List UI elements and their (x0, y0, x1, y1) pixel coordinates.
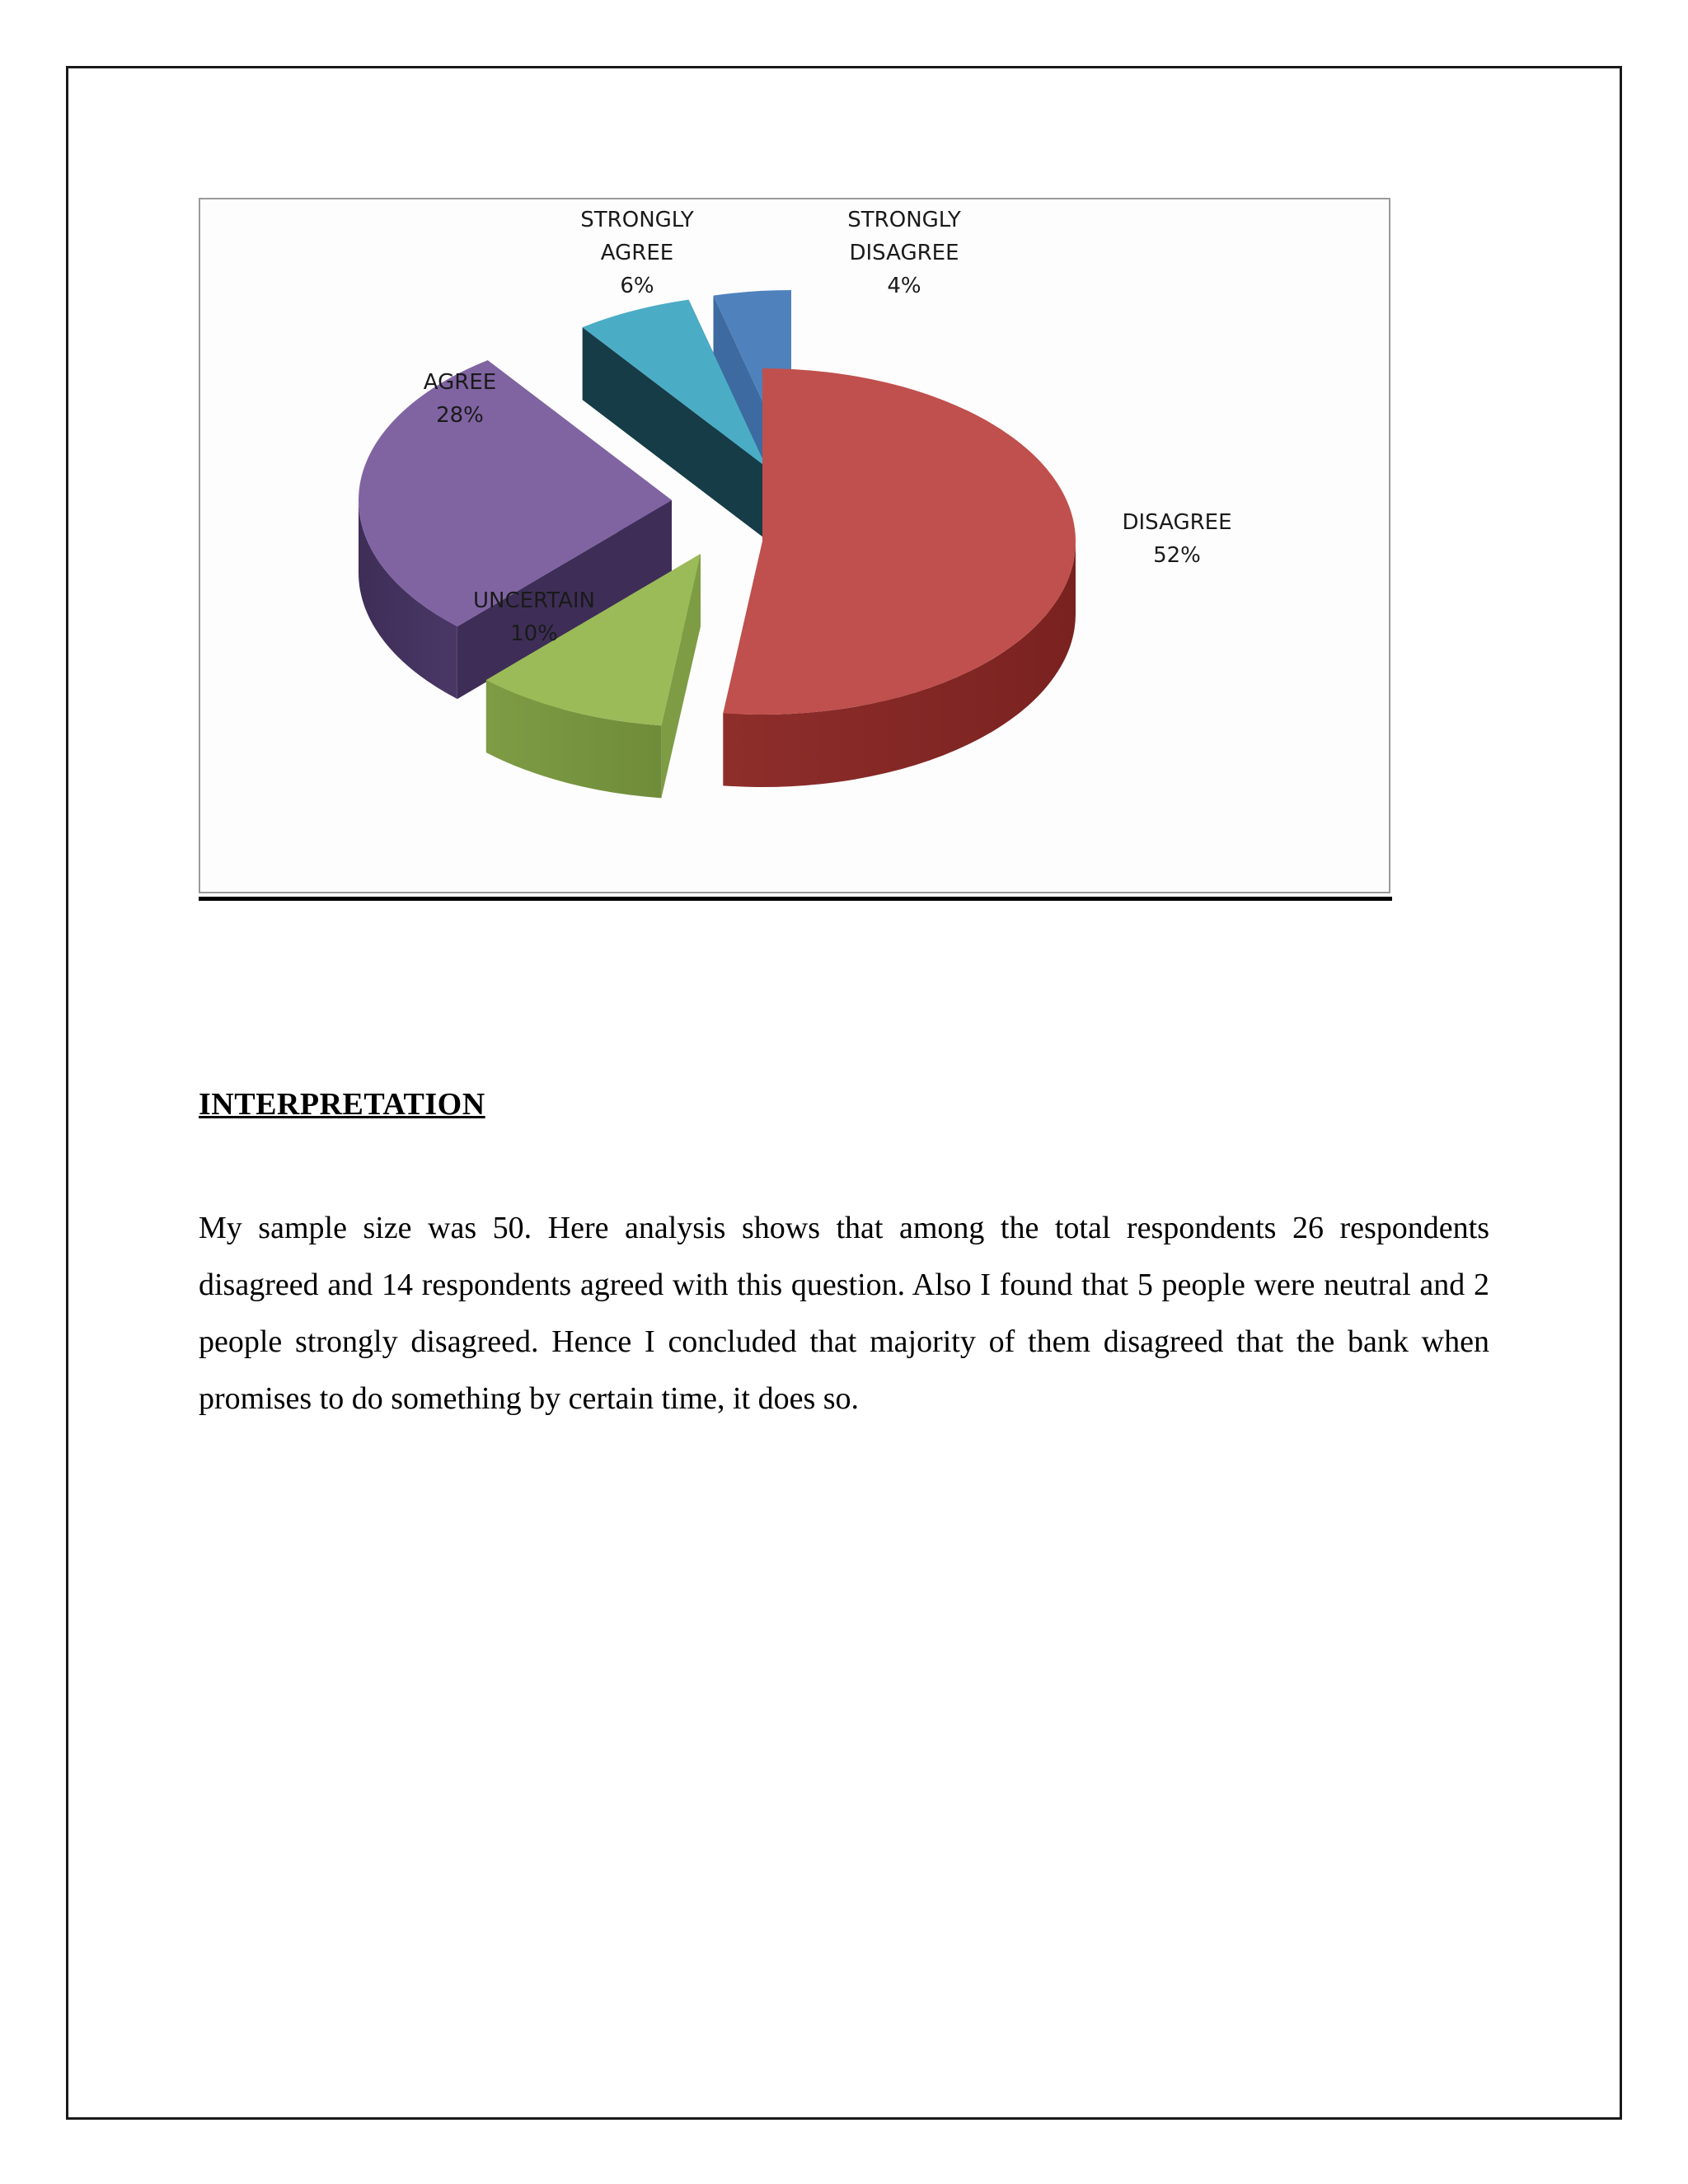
pie-chart (199, 198, 1390, 893)
slice-label-strongly-agree: STRONGLY AGREE 6% (580, 208, 694, 298)
slice-label-agree: AGREE 28% (423, 370, 497, 428)
slice-label-disagree: DISAGREE 52% (1122, 510, 1232, 568)
slice-label-uncertain: UNCERTAIN 10% (472, 588, 596, 646)
pie-chart-svg (200, 199, 1392, 895)
interpretation-heading: INTERPRETATION (199, 1087, 485, 1122)
slice-disagree (723, 368, 1076, 787)
interpretation-paragraph: My sample size was 50. Here analysis shows that among the total respondents 26 respondents disagreed and 14 respondents agreed with this question. Also I found that 5 people were neutral and 2 people strongly disagreed. Hence I concluded that majority of them disagreed that the bank when promises to do something by certain time, it does so. (199, 1211, 1489, 1416)
chart-underline (199, 897, 1392, 901)
slice-label-strongly-disagree: STRONGLY DISAGREE 4% (847, 208, 961, 298)
